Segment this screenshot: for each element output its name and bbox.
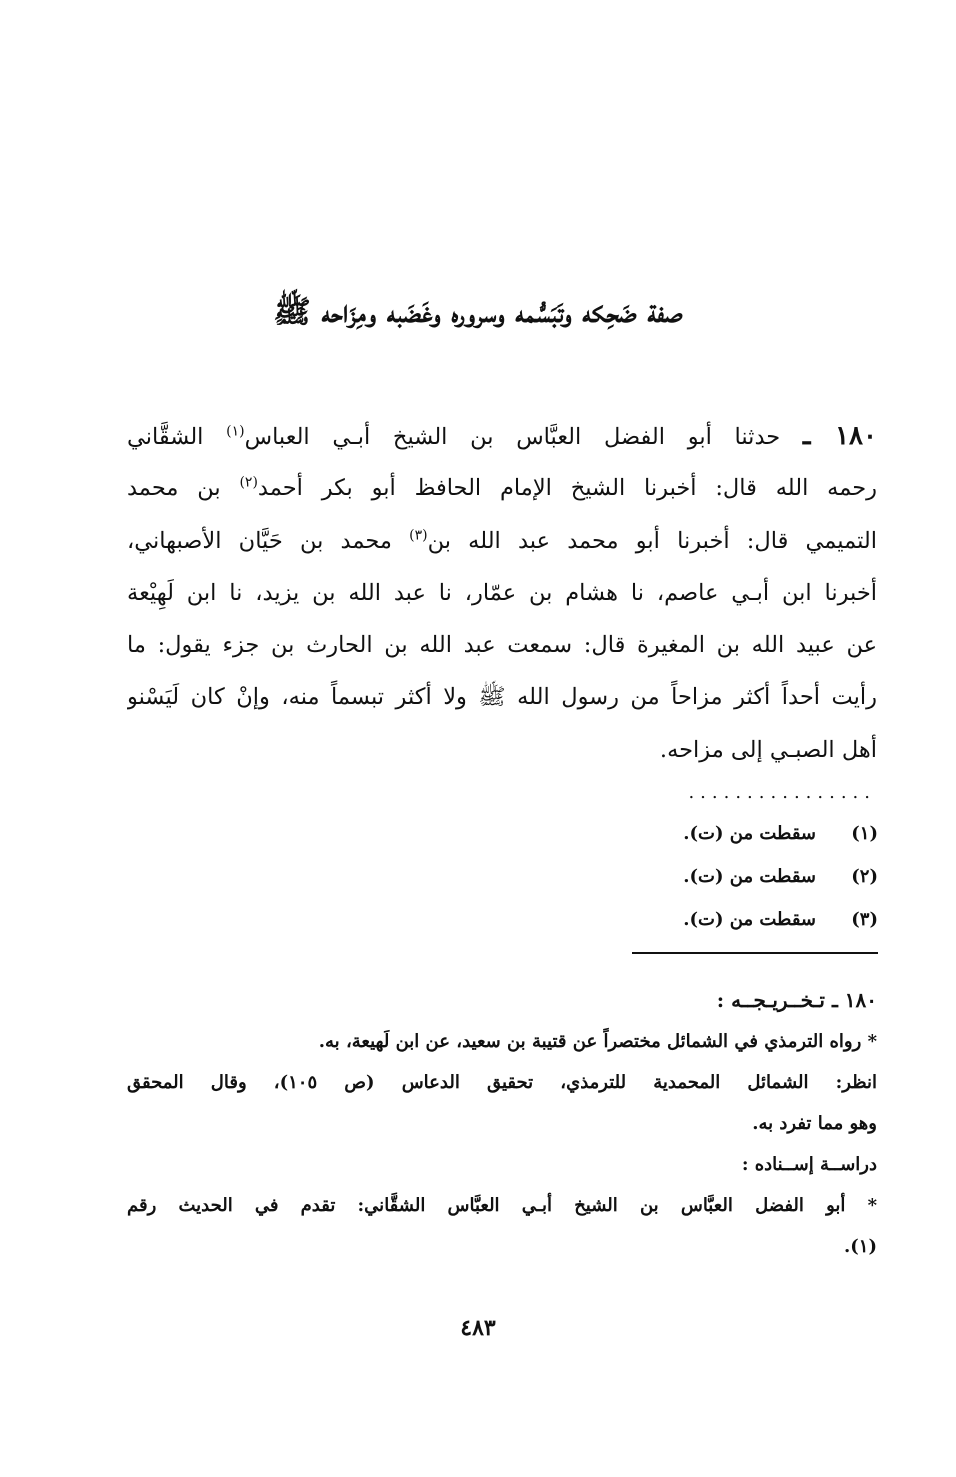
hadith-line-text: بن محمد bbox=[127, 475, 240, 502]
footnote-ref[interactable]: (٢) bbox=[239, 474, 258, 491]
hadith-line bbox=[127, 462, 877, 514]
hadith-line: أهل الصبـي إلى مزاحه. bbox=[659, 736, 877, 763]
hadith-line-text: حدثنا أبو الفضل العبَّاس بن الشيخ أبـي العباس bbox=[244, 424, 781, 450]
footnote-number: (٢) bbox=[851, 866, 878, 887]
hadith-line-text: محمد بن حَيَّان الأصبهاني، bbox=[127, 527, 410, 554]
hadith-text bbox=[127, 410, 877, 776]
footnotes bbox=[600, 812, 878, 941]
footnote-text: سقطت من (ت). bbox=[683, 823, 816, 844]
footnote-number: (٣) bbox=[851, 909, 878, 930]
footnote-text: سقطت من (ت). bbox=[683, 866, 816, 887]
footnote-divider bbox=[632, 952, 878, 954]
takhrij-line: وهو مما تفرد به. bbox=[752, 1113, 877, 1134]
footnote-ref[interactable]: (١) bbox=[226, 423, 245, 440]
footnote bbox=[600, 855, 878, 898]
hadith-line: رأيت أحداً أكثر مزاحاً من رسول الله ﷺ ولا أكثر تبسماً منه، وإنْ كان لَيَسْنو bbox=[127, 684, 877, 711]
takhrij-heading: ١٨٠ ـ تـخــريـجــه : bbox=[716, 988, 877, 1012]
chapter-title: صفة ضَحِكه وتَبَسُّمه وسروره وغَضَبه ومِزَاحه ﷺ bbox=[273, 294, 683, 330]
takhrij-line: (١). bbox=[844, 1236, 877, 1257]
isnad-heading: دراســة إســناده : bbox=[741, 1154, 877, 1175]
takhrij-line: انظر: الشمائل المحمدية للترمذي، تحقيق الدعاس (ص ١٠٥)، وقال المحقق bbox=[127, 1072, 877, 1093]
footnote-ref[interactable]: (٣) bbox=[409, 527, 428, 544]
hadith-line-text: الشقَّاني bbox=[127, 424, 227, 450]
hadith-line bbox=[127, 410, 877, 462]
hadith-number: ١٨٠ ـ bbox=[802, 421, 877, 451]
takhrij-line: * أبو الفضل العبَّاس بن الشيخ أبـي العبَّاس الشقَّاني: تقدم في الحديث رقم bbox=[127, 1195, 877, 1216]
hadith-line-text: رحمه الله قال: أخبرنا الشيخ الإمام الحافظ أبو بكر أحمد bbox=[257, 475, 877, 502]
footnote bbox=[600, 812, 878, 855]
footnote-text: سقطت من (ت). bbox=[683, 909, 816, 930]
hadith-line bbox=[127, 515, 877, 567]
footnote-number: (١) bbox=[851, 823, 878, 844]
hadith-line-text: التميمي قال: أخبرنا أبو محمد عبد الله بن bbox=[427, 527, 877, 554]
separator-dots: ................ bbox=[688, 782, 876, 802]
footnote bbox=[600, 898, 878, 941]
takhrij-line: * رواه الترمذي في الشمائل مختصراً عن قتيبة بن سعيد، عن ابن لَهيعة، به. bbox=[318, 1031, 877, 1052]
page-number: ٤٨٣ bbox=[460, 1315, 496, 1341]
hadith-line: عن عبيد الله بن المغيرة قال: سمعت عبد الله بن الحارث بن جزء يقول: ما bbox=[127, 632, 877, 659]
hadith-line: أخبرنا ابن أبـي عاصم، نا هشام بن عمّار، نا عبد الله بن يزيد، نا ابن لَهِيْعة bbox=[127, 579, 877, 606]
takhrij-section bbox=[127, 980, 877, 1267]
